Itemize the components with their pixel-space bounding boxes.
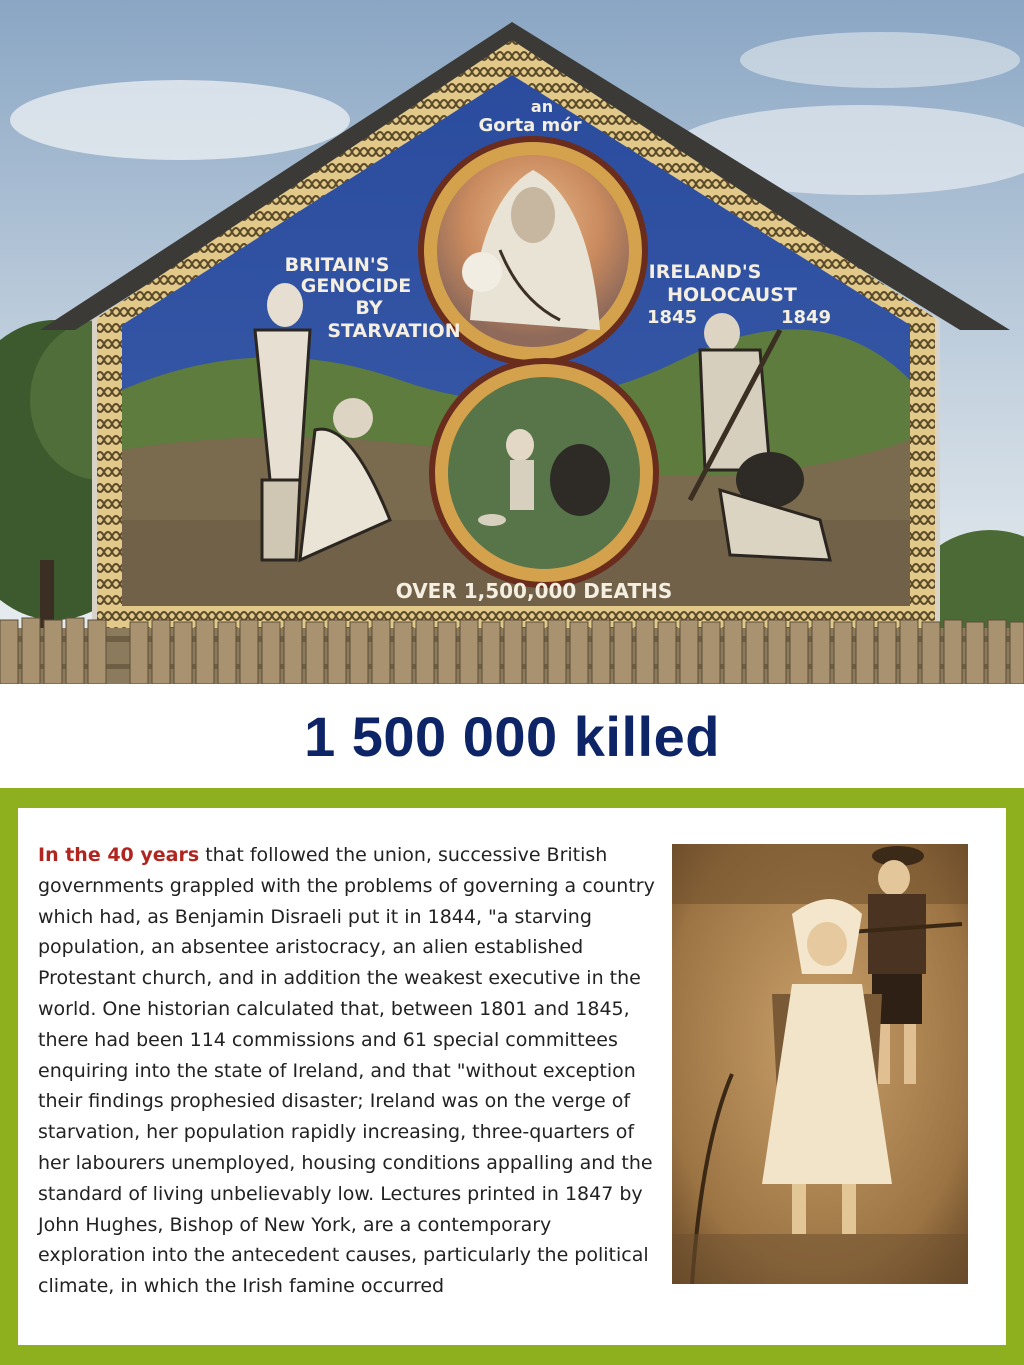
- green-frame: [0, 788, 1024, 1365]
- mural-slogan-left-line: GENOCIDE: [300, 275, 412, 297]
- mural-bottom-banner: OVER 1,500,000 DEATHS: [395, 579, 673, 603]
- headline-band: [0, 684, 1024, 788]
- mural-slogan-right-line: IRELAND'S: [648, 261, 762, 283]
- children-illustration: [672, 844, 968, 1284]
- vintage-children-photo: [672, 844, 968, 1284]
- mural-slogan-right-line: HOLOCAUST: [667, 284, 797, 306]
- mural-roundel-bottom: [432, 361, 656, 585]
- mural-slogan-left-line: BRITAIN'S: [284, 254, 390, 276]
- mural-year-start: 1845: [646, 307, 698, 328]
- article-lead: In the 40 years: [38, 844, 200, 866]
- article-paragraph: [38, 840, 663, 1302]
- article-body: that followed the union, successive British governments grappled with the problems of governing a country which had, as Benjamin Disraeli put it in 1844, "a starving population, an absentee aristocracy, an alien established Protestant church, and in addition the weakest executive in the world. One historian calculated that, between 1801 and 1845, there had been 114 commissions and 61 special committees enquiring into the state of Ireland, and that "without exception their findings prophesied disaster; Ireland was on the verge of starvation, her population rapidly increasing, three-quarters of her labourers unemployed, housing conditions appalling and the standard of living unbelievably low. Lectures printed in 1847 by John Hughes, Bishop of New York, are a contemporary exploration into the antecedent causes, particularly the political climate, in which the Irish famine occurred: [38, 844, 655, 1298]
- article-panel: [18, 808, 1006, 1345]
- mural-year-end: 1849: [780, 307, 832, 328]
- mural-caption-gorta-mor: Gorta mór: [478, 115, 582, 136]
- mural-slogan-left-line: STARVATION: [327, 320, 461, 342]
- wooden-fence: [0, 618, 1024, 684]
- mural-caption-an: an: [530, 97, 554, 116]
- headline: 1 500 000 killed: [304, 704, 720, 768]
- mural-slogan-left-line: BY: [355, 297, 383, 319]
